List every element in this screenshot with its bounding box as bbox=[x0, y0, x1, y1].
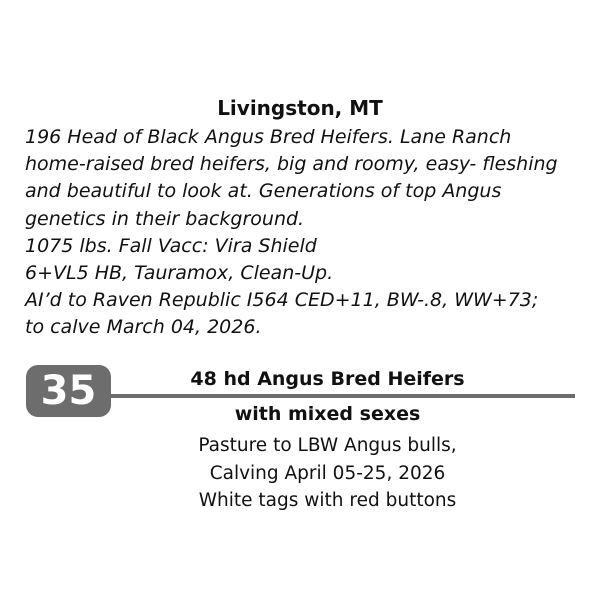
lot-title: 48 hd Angus Bred Heifers bbox=[190, 368, 465, 390]
lot-number-badge: 35 bbox=[26, 365, 111, 417]
description-line: 6+VL5 HB, Tauramox, Clean-Up. bbox=[25, 261, 334, 284]
description-line: to calve March 04, 2026. bbox=[25, 316, 262, 339]
description-line: 1075 lbs. Fall Vacc: Vira Shield bbox=[25, 234, 317, 257]
description-line: 196 Head of Black Angus Bred Heifers. Lane Ranch bbox=[25, 126, 512, 148]
description-line: AI’d to Raven Republic I564 CED+11, BW-.8, WW+73; bbox=[25, 289, 539, 312]
lot-divider bbox=[108, 394, 575, 398]
description-line: genetics in their background. bbox=[25, 207, 305, 230]
lot-detail-line: Calving April 05-25, 2026 bbox=[209, 462, 446, 484]
lot-subtitle: with mixed sexes bbox=[234, 403, 421, 425]
description-line: home-raised bred heifers, big and roomy, easy- fleshing bbox=[25, 153, 558, 176]
lot-detail-line: White tags with red buttons bbox=[198, 490, 457, 511]
listing-location: Livingston, MT bbox=[217, 96, 383, 120]
lot-detail-line: Pasture to LBW Angus bulls, bbox=[198, 435, 457, 456]
description-line: and beautiful to look at. Generations of top Angus bbox=[25, 180, 502, 203]
listing-description bbox=[25, 124, 585, 342]
lot-details bbox=[116, 432, 539, 515]
